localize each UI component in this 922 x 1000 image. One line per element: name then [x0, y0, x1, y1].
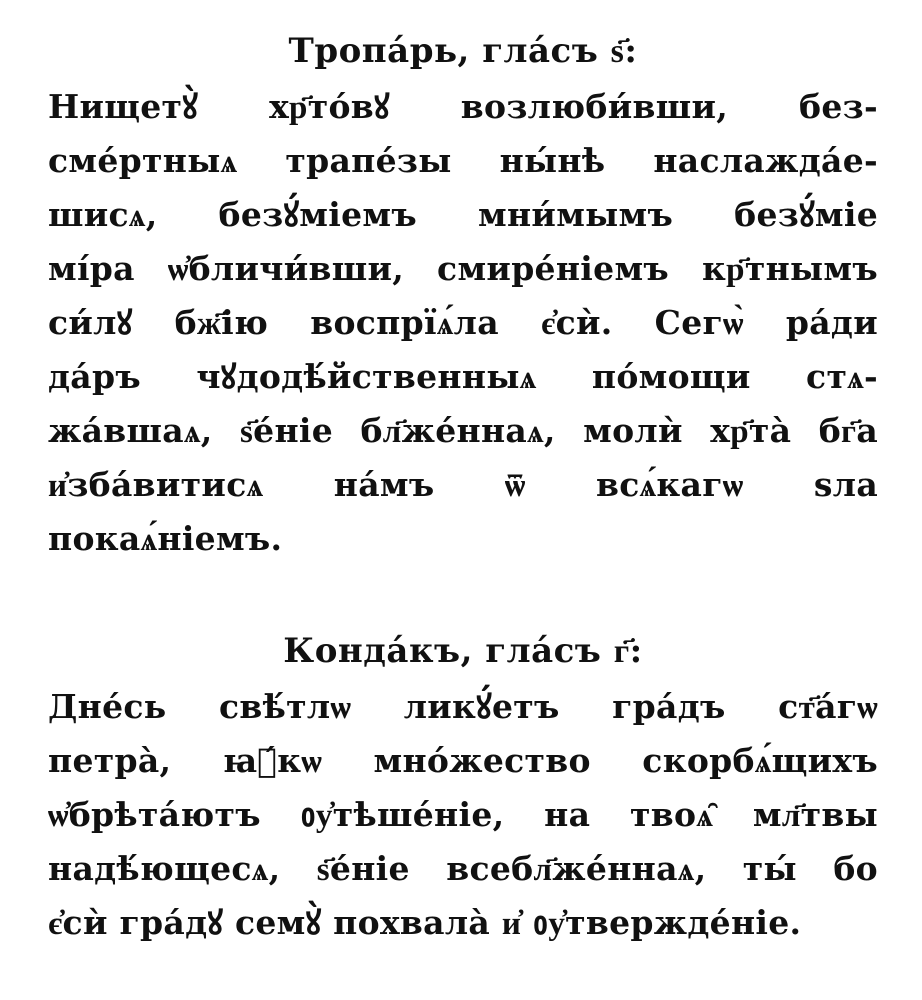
kontakion-line: є҆сѝ гра́дꙋ семꙋ̀ похвала̀ и҆ ᲂу҆твержде́ніе.: [48, 903, 802, 942]
troparion-line: жа́вшаѧ, ѕ҃е́ніе бл҃же́ннаѧ, молѝ хр҃та̀ бг҃а: [48, 411, 878, 450]
troparion-section: [48, 28, 878, 566]
kontakion-line: петра̀, ꙗ҆́кѡ мно́жество скорбѧ́щихъ: [48, 741, 878, 780]
troparion-line: да́ръ чꙋдодѣ́йственныѧ по́мощи стѧ-: [48, 357, 878, 396]
troparion-title: Тропа́рь, гла́съ ѕ҃:: [288, 31, 638, 71]
section-divider: [48, 566, 878, 628]
kontakion-line: Дне́сь свѣ́тлѡ ликꙋ́етъ гра́дъ ст҃а́гѡ: [48, 687, 878, 726]
kontakion-line: ѡ҆брѣта́ютъ ᲂу҆тѣше́ніе, на твоѧ̑ мл҃твы: [48, 795, 878, 834]
kontakion-text: [48, 680, 878, 950]
kontakion-line: надѣ́ющесѧ, ѕ҃е́ніе всебл҃же́ннаѧ, ты́ бо: [48, 849, 878, 888]
troparion-line: мі́ра ѡ҆бличи́вши, смире́ніемъ кр҃тнымъ: [48, 249, 878, 288]
troparion-line: сме́ртныѧ трапе́зы ны́нѣ наслажда́е-: [48, 141, 878, 180]
kontakion-title: Конда́къ, гла́съ г҃:: [283, 631, 643, 671]
troparion-line: и҆зба́витисѧ на́мъ ѿ всѧ́кагѡ ѕла: [48, 465, 878, 504]
troparion-line: покаѧ́ніемъ.: [48, 519, 283, 558]
troparion-line: шисѧ, безꙋ́міемъ мни́мымъ безꙋ́міе: [48, 195, 878, 234]
troparion-line: си́лꙋ бж҃ію воспрїѧ́ла є҆сѝ. Сегѡ̀ ра́ди: [48, 303, 878, 342]
troparion-line: Нищетꙋ̀ хр҃то́вꙋ возлюби́вши, без-: [48, 87, 878, 126]
troparion-text: [48, 80, 878, 566]
kontakion-section: [48, 628, 878, 950]
